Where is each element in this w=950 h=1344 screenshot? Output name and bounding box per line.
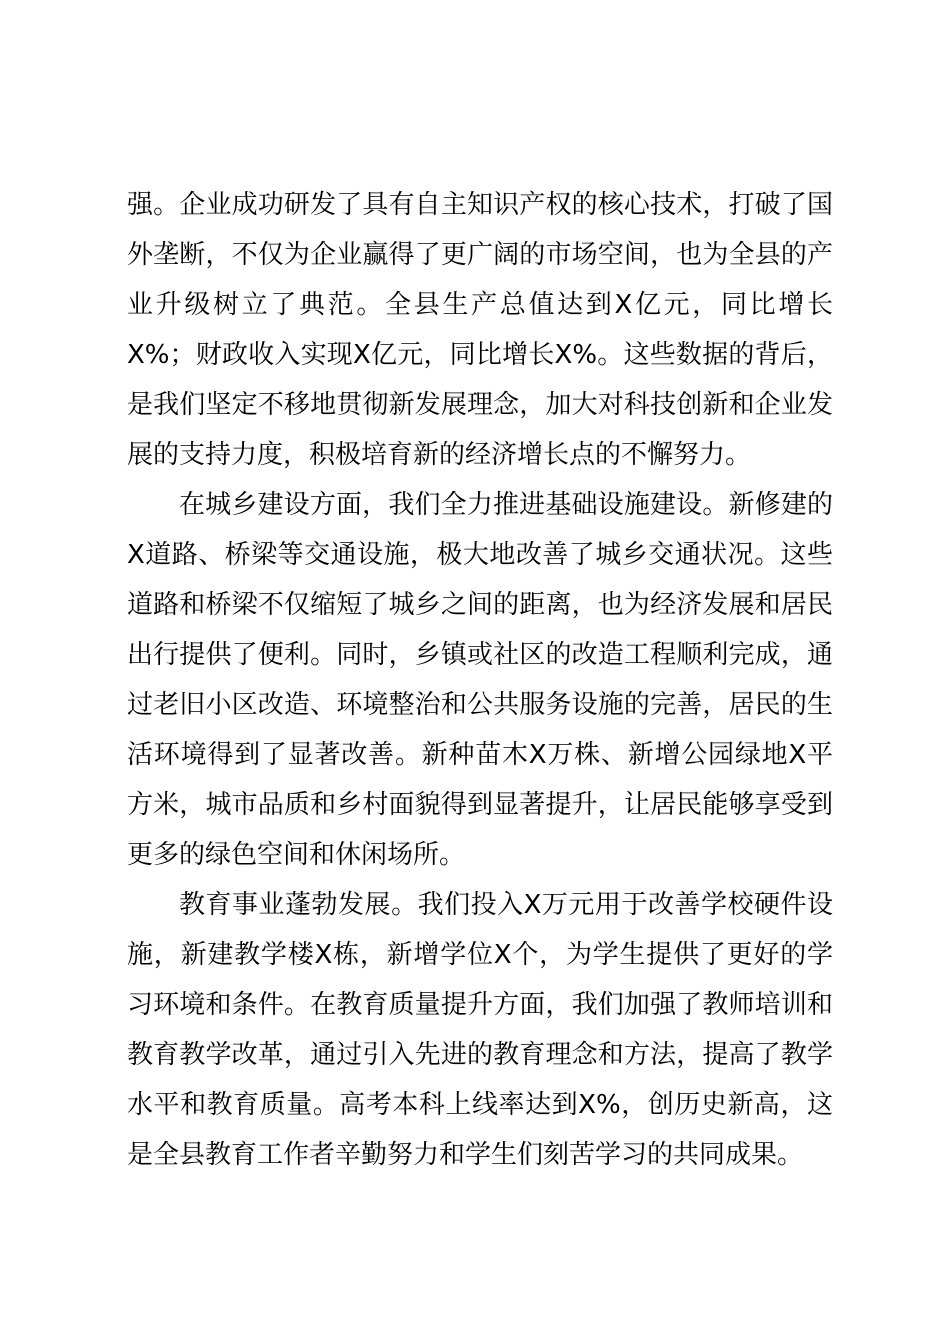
paragraph-urban-rural-construction: 在城乡建设方面，我们全力推进基础设施建设。新修建的X道路、桥梁等交通设施，极大地改善了城乡交通状况。这些道路和桥梁不仅缩短了城乡之间的距离，也为经济发展和居民出行提供了便利。同时，乡镇或社区的改造工程顺利完成，通过老旧小区改造、环境整治和公共服务设施的完善，居民的生活环境得到了显著改善。新种苗木X万株、新增公园绿地X平方米，城市品质和乡村面貌得到显著提升，让居民能够享受到更多的绿色空间和休闲场所。	[127, 490, 833, 870]
document-body	[127, 180, 833, 1180]
paragraph-education: 教育事业蓬勃发展。我们投入X万元用于改善学校硬件设施，新建教学楼X栋，新增学位X个，为学生提供了更好的学习环境和条件。在教育质量提升方面，我们加强了教师培训和教育教学改革，通过引入先进的教育理念和方法，提高了教学水平和教育质量。高考本科上线率达到X%，创历史新高，这是全县教育工作者辛勤努力和学生们刻苦学习的共同成果。	[127, 890, 833, 1170]
paragraph-economy: 强。企业成功研发了具有自主知识产权的核心技术，打破了国外垄断，不仅为企业赢得了更广阔的市场空间，也为全县的产业升级树立了典范。全县生产总值达到X亿元，同比增长X%；财政收入实现X亿元，同比增长X%。这些数据的背后，是我们坚定不移地贯彻新发展理念，加大对科技创新和企业发展的支持力度，积极培育新的经济增长点的不懈努力。	[127, 190, 833, 470]
